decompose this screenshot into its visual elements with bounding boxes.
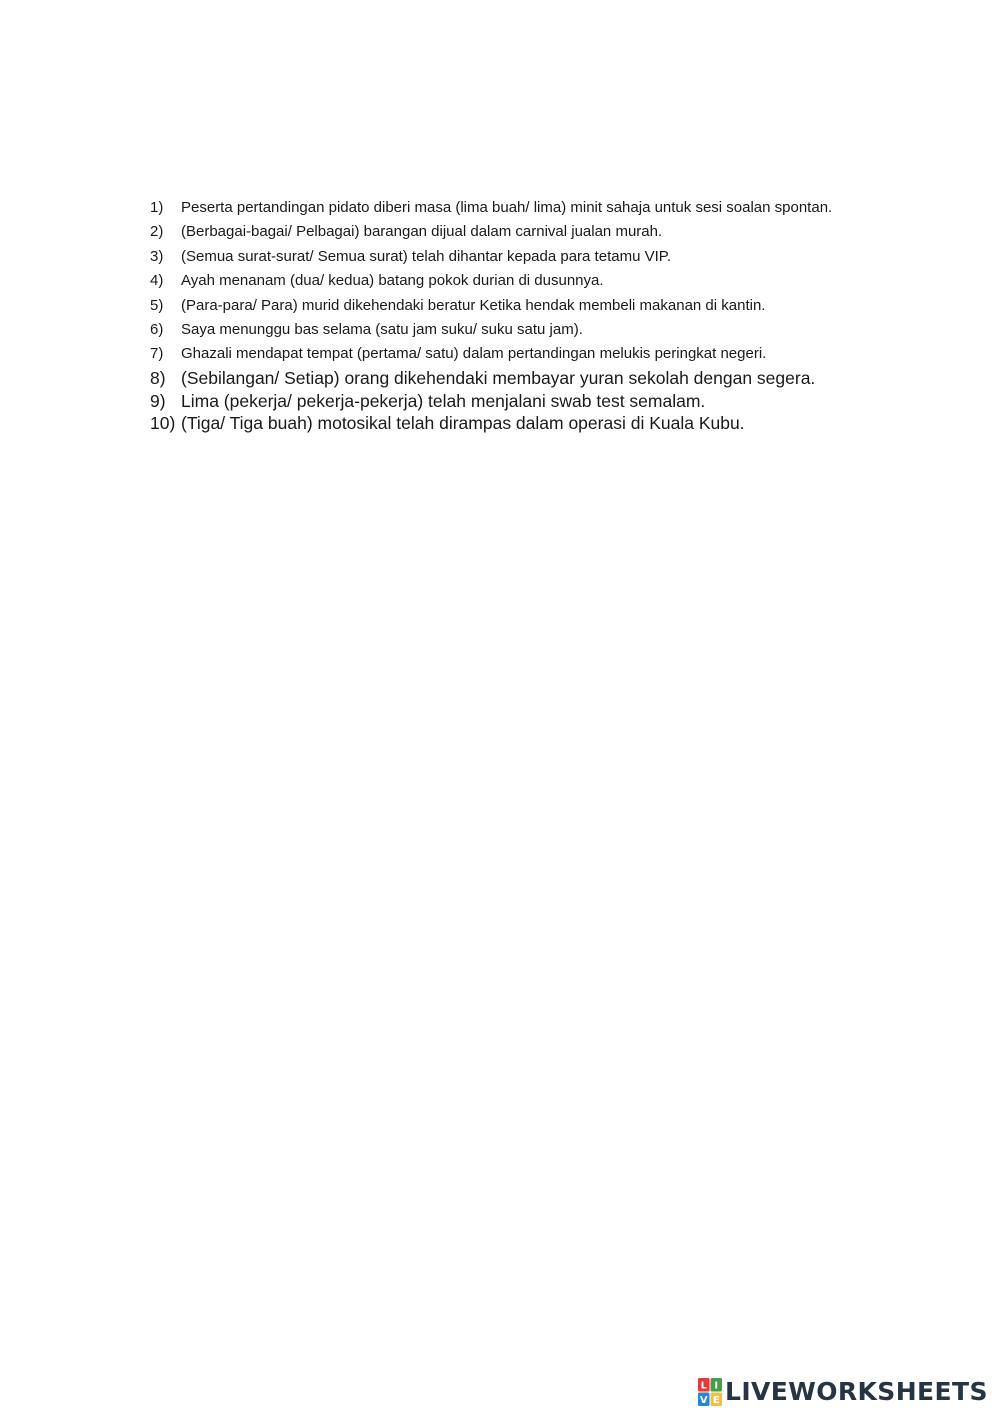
list-item	[150, 245, 870, 269]
item-number: 4)	[150, 272, 164, 290]
logo-letter: E	[712, 1395, 720, 1406]
item-number: 10)	[150, 413, 176, 434]
logo-letter: V	[699, 1395, 708, 1406]
list-item	[150, 269, 870, 293]
item-number: 9)	[150, 390, 166, 411]
item-text: Ghazali mendapat tempat (pertama/ satu) dalam pertandingan melukis peringkat negeri.	[181, 345, 767, 363]
item-text: (Sebilangan/ Setiap) orang dikehendaki membayar yuran sekolah dengan segera.	[181, 367, 816, 388]
item-number: 8)	[150, 367, 166, 388]
item-text: (Tiga/ Tiga buah) motosikal telah dirampas dalam operasi di Kuala Kubu.	[181, 413, 745, 434]
logo-letter: L	[700, 1380, 707, 1392]
list-item	[150, 390, 870, 413]
live-blocks-icon	[698, 1378, 722, 1406]
item-text: Peserta pertandingan pidato diberi masa (lima buah/ lima) minit sahaja untuk sesi soalan spontan.	[181, 199, 833, 216]
item-number: 7)	[150, 345, 164, 363]
item-text: (Semua surat-surat/ Semua surat) telah dihantar kepada para tetamu VIP.	[181, 247, 671, 265]
list-item	[150, 220, 870, 244]
item-number: 3)	[150, 247, 164, 265]
list-item	[150, 294, 870, 318]
item-number: 6)	[150, 321, 164, 339]
item-text: (Para-para/ Para) murid dikehendaki beratur Ketika hendak membeli makanan di kantin.	[181, 296, 766, 314]
list-item	[150, 367, 870, 390]
logo-letter: I	[714, 1380, 719, 1392]
list-item	[150, 342, 870, 366]
item-text: Lima (pekerja/ pekerja-pekerja) telah menjalani swab test semalam.	[181, 390, 706, 411]
brand-wordmark: LIVEWORKSHEETS	[725, 1377, 988, 1406]
item-text: Ayah menanam (dua/ kedua) batang pokok durian di dusunnya.	[181, 272, 604, 290]
item-text: Saya menunggu bas selama (satu jam suku/ suku satu jam).	[181, 321, 583, 339]
item-text: (Berbagai-bagai/ Pelbagai) barangan dijual dalam carnival jualan murah.	[181, 223, 663, 241]
liveworksheets-logo	[698, 1376, 988, 1408]
list-item	[150, 318, 870, 342]
item-number: 2)	[150, 223, 164, 241]
question-list	[150, 196, 870, 435]
item-number: 1)	[150, 199, 164, 216]
item-number: 5)	[150, 296, 164, 314]
list-item	[150, 196, 870, 220]
list-item	[150, 412, 870, 435]
